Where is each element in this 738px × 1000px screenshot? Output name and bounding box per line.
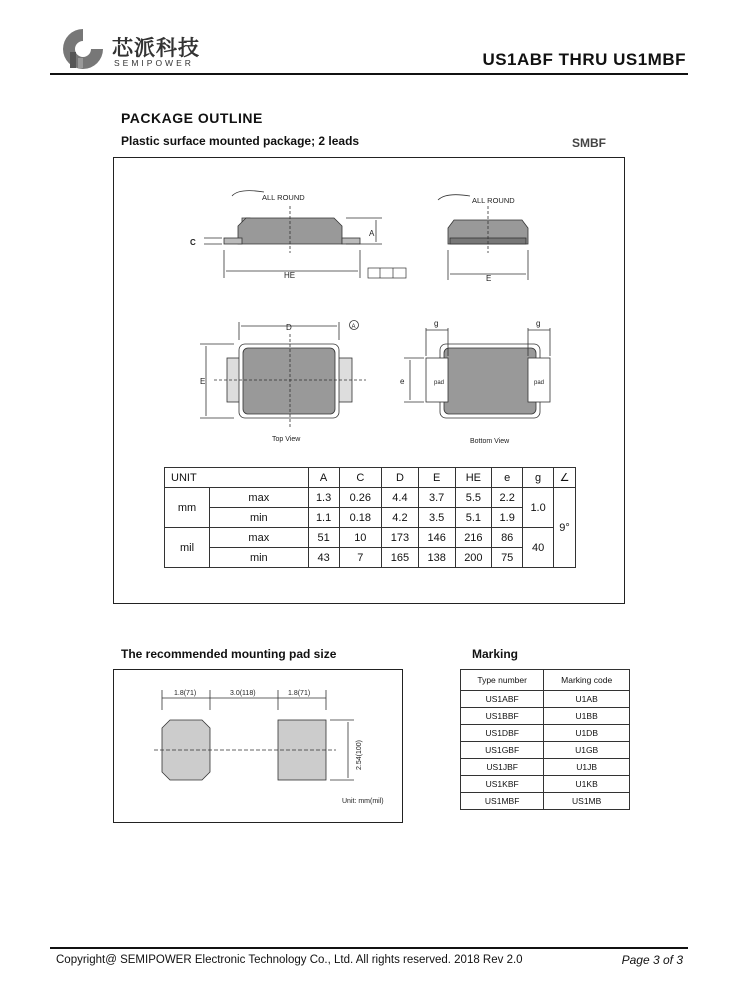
label-e-top: E bbox=[200, 377, 206, 386]
table-cell: 1.3 bbox=[308, 488, 339, 508]
table-row bbox=[461, 725, 630, 742]
label-all-round-1: ALL ROUND bbox=[262, 193, 305, 202]
package-outline-drawing bbox=[114, 158, 624, 458]
label-top-view: Top View bbox=[272, 436, 301, 443]
package-name: SMBF bbox=[572, 136, 606, 150]
table-cell: 165 bbox=[382, 548, 419, 568]
table-header-g: g bbox=[523, 468, 554, 488]
table-cell: US1JBF bbox=[461, 759, 544, 776]
company-logo bbox=[60, 26, 210, 72]
marking-header-type: Type number bbox=[461, 670, 544, 691]
label-pad-left: pad bbox=[434, 380, 445, 386]
table-header-he: HE bbox=[455, 468, 492, 488]
label-d: D bbox=[286, 323, 292, 332]
table-cell: 1.9 bbox=[492, 508, 523, 528]
logo-english-text: SEMIPOWER bbox=[114, 58, 194, 68]
table-row bbox=[461, 776, 630, 793]
table-cell: US1MB bbox=[544, 793, 630, 810]
table-row bbox=[165, 508, 576, 528]
table-cell: U1KB bbox=[544, 776, 630, 793]
table-cell: 43 bbox=[308, 548, 339, 568]
label-e-small: e bbox=[400, 377, 405, 386]
mounting-pad-box bbox=[113, 669, 403, 823]
marking-header-code: Marking code bbox=[544, 670, 630, 691]
table-cell: US1DBF bbox=[461, 725, 544, 742]
label-he: HE bbox=[284, 271, 296, 280]
table-cell: 51 bbox=[308, 528, 339, 548]
mount-dim-middle: 3.0(118) bbox=[230, 690, 256, 697]
table-cell: min bbox=[210, 548, 309, 568]
footer-page-number: Page 3 of 3 bbox=[621, 953, 683, 967]
table-cell: 1.1 bbox=[308, 508, 339, 528]
label-e-side: E bbox=[486, 274, 492, 283]
table-header-unit: UNIT bbox=[165, 468, 309, 488]
table-cell: 10 bbox=[339, 528, 382, 548]
bottom-view-drawing bbox=[404, 328, 550, 418]
table-header-angle: ∠ bbox=[554, 468, 576, 488]
table-cell: 75 bbox=[492, 548, 523, 568]
table-cell: 4.2 bbox=[382, 508, 419, 528]
table-cell: US1KBF bbox=[461, 776, 544, 793]
table-cell: U1AB bbox=[544, 691, 630, 708]
table-cell: U1DB bbox=[544, 725, 630, 742]
table-cell: 200 bbox=[455, 548, 492, 568]
table-row bbox=[461, 759, 630, 776]
logo-chinese-text: 芯派科技 bbox=[112, 36, 200, 60]
table-header-a: A bbox=[308, 468, 339, 488]
dimension-table bbox=[164, 467, 576, 568]
table-cell: 5.1 bbox=[455, 508, 492, 528]
label-c: C bbox=[190, 238, 196, 247]
mount-dim-left: 1.8(71) bbox=[174, 690, 197, 697]
table-cell: US1MBF bbox=[461, 793, 544, 810]
table-row bbox=[461, 691, 630, 708]
header-rule bbox=[50, 73, 688, 75]
table-row bbox=[165, 488, 576, 508]
table-cell: 0.26 bbox=[339, 488, 382, 508]
table-cell: 86 bbox=[492, 528, 523, 548]
table-header-row bbox=[165, 468, 576, 488]
table-row bbox=[165, 528, 576, 548]
table-cell: U1BB bbox=[544, 708, 630, 725]
table-row bbox=[165, 548, 576, 568]
table-cell: 7 bbox=[339, 548, 382, 568]
table-header-row bbox=[461, 670, 630, 691]
table-cell: 2.2 bbox=[492, 488, 523, 508]
marking-title: Marking bbox=[472, 647, 519, 661]
table-cell: 5.5 bbox=[455, 488, 492, 508]
footer-copyright: Copyright@ SEMIPOWER Electronic Technology Co., Ltd. All rights reserved. 2018 Rev 2.0 bbox=[56, 954, 523, 966]
side-view-front bbox=[204, 191, 382, 278]
label-all-round-2: ALL ROUND bbox=[472, 196, 515, 205]
footer-rule bbox=[50, 947, 688, 949]
mounting-pad-drawing bbox=[114, 670, 402, 822]
side-view-end bbox=[438, 195, 528, 280]
mount-unit: Unit: mm(mil) bbox=[342, 798, 384, 805]
table-cell: U1GB bbox=[544, 742, 630, 759]
label-bottom-view: Bottom View bbox=[470, 438, 510, 445]
table-cell: US1ABF bbox=[461, 691, 544, 708]
table-cell: U1JB bbox=[544, 759, 630, 776]
table-row bbox=[461, 708, 630, 725]
table-cell-g-mm: 1.0 bbox=[523, 488, 554, 528]
table-cell: 173 bbox=[382, 528, 419, 548]
package-outline-title: PACKAGE OUTLINE bbox=[121, 110, 263, 126]
table-cell: 216 bbox=[455, 528, 492, 548]
table-header-c: C bbox=[339, 468, 382, 488]
mount-dim-right: 1.8(71) bbox=[288, 690, 311, 697]
table-cell-angle: 9° bbox=[554, 488, 576, 568]
table-cell: 3.5 bbox=[418, 508, 455, 528]
table-cell: min bbox=[210, 508, 309, 528]
table-header-e-small: e bbox=[492, 468, 523, 488]
table-cell: US1BBF bbox=[461, 708, 544, 725]
table-header-e: E bbox=[418, 468, 455, 488]
table-cell: 0.18 bbox=[339, 508, 382, 528]
table-cell: 4.4 bbox=[382, 488, 419, 508]
part-range-title: US1ABF THRU US1MBF bbox=[482, 50, 686, 69]
label-a: A bbox=[369, 229, 375, 238]
table-header-d: D bbox=[382, 468, 419, 488]
label-circle-a: A bbox=[351, 324, 356, 330]
top-view-drawing bbox=[200, 321, 366, 429]
table-cell-g-mil: 40 bbox=[523, 528, 554, 568]
table-cell: max bbox=[210, 528, 309, 548]
table-row bbox=[461, 742, 630, 759]
label-g-right: g bbox=[536, 319, 541, 328]
unit-mm: mm bbox=[165, 488, 210, 528]
table-cell: 146 bbox=[418, 528, 455, 548]
unit-mil: mil bbox=[165, 528, 210, 568]
table-cell: 3.7 bbox=[418, 488, 455, 508]
mounting-pad-title: The recommended mounting pad size bbox=[121, 647, 337, 661]
table-cell: US1GBF bbox=[461, 742, 544, 759]
marking-table bbox=[460, 669, 630, 810]
logo-mark-icon bbox=[60, 26, 106, 72]
tolerance-frame bbox=[368, 268, 406, 278]
label-pad-right: pad bbox=[534, 380, 545, 386]
table-cell: 138 bbox=[418, 548, 455, 568]
label-g-left: g bbox=[434, 319, 439, 328]
package-subtitle: Plastic surface mounted package; 2 leads bbox=[121, 134, 360, 148]
mount-dim-vertical: 2.54(100) bbox=[356, 740, 363, 770]
table-cell: max bbox=[210, 488, 309, 508]
package-outline-box bbox=[113, 157, 625, 604]
table-row bbox=[461, 793, 630, 810]
